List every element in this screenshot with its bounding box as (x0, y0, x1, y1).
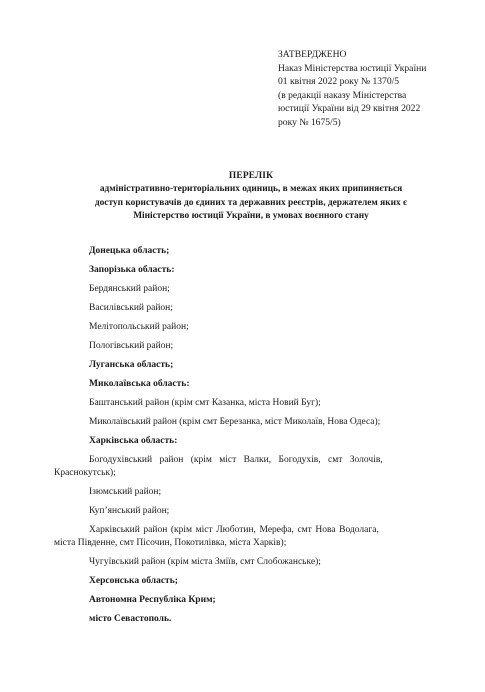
list-item-district: Чугуївський район (крім міста Зміїв, смт Слобожанське); (89, 557, 321, 567)
heading-line-3: Міністерство юстиції України, в умовах воєнного стану (133, 211, 369, 222)
bohodukhiv-line-2: Краснокутськ); (54, 468, 116, 478)
list-item-district: Ізюмський район; (89, 487, 162, 497)
kharkivskyi-line-1: Харківський район (крім міст Люботин, Мерефа, смт Нова Водолага, (89, 525, 379, 535)
list-item-district: Пологівський район; (89, 341, 174, 351)
bohodukhiv-first-line (89, 455, 468, 465)
list-item-region: Автономна Республіка Крим; (89, 595, 216, 605)
approval-line-6: року № 1675/5) (278, 116, 341, 128)
list-item-district: Мелітопольський район; (89, 322, 189, 332)
kharkivskyi-line-2: міста Південне, смт Пісочин, Покотилівка, міста Харків); (54, 538, 287, 548)
list-item-region: Херсонська область; (89, 576, 178, 586)
list-item-district: Бердянський район; (89, 284, 170, 294)
approval-line-4: (в редакції наказу Міністерства (278, 89, 407, 101)
heading-line-2: доступ користувачів до єдиних та державних реєстрів, держателем яких є (94, 197, 408, 208)
approval-line-2: Наказ Міністерства юстиції України (278, 62, 427, 74)
heading-line-1: адміністративно-територіальних одиниць, в межах яких припиняється (99, 184, 403, 195)
list-item-district: Миколаївський район (крім смт Березанка, міст Миколаїв, Нова Одеса); (89, 417, 381, 427)
list-item-region: Запорізька область: (89, 265, 175, 275)
list-item-district: Василівський район; (89, 303, 173, 313)
approval-line-1: ЗАТВЕРДЖЕНО (278, 49, 347, 60)
bohodukhiv-line-1: Богодухівський район (крім міст Валки, Богодухів, смт Золочів, (89, 455, 383, 465)
list-item-region: Миколаївська область: (89, 379, 190, 389)
list-item-region: Донецька область; (89, 246, 170, 256)
list-item-district: Куп’янський район; (89, 506, 170, 516)
document-heading (54, 170, 448, 224)
document-title: ПЕРЕЛІК (228, 171, 274, 181)
list-item-region: Луганська область; (89, 360, 174, 370)
approval-line-3: 01 квітня 2022 року № 1370/5 (278, 76, 400, 87)
list-item-region: місто Севастополь. (89, 614, 172, 624)
approval-stamp (278, 48, 473, 129)
list-item-district: Баштанський район (крім смт Казанка, міста Новий Буг); (89, 398, 321, 408)
list-item-region: Харківська область: (89, 436, 178, 446)
approval-line-5: юстиції України від 29 квітня 2022 (278, 103, 421, 114)
list-item-district-bohodukhiv (89, 455, 468, 465)
